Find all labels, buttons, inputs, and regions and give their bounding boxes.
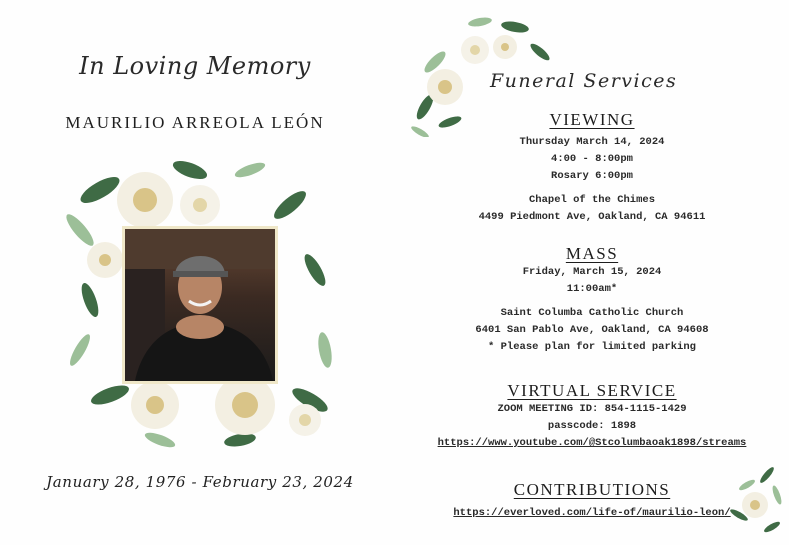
mass-venue: Saint Columba Catholic Church bbox=[500, 307, 684, 319]
virtual-service-heading: VIRTUAL SERVICE bbox=[507, 381, 677, 400]
viewing-date: Thursday March 14, 2024 bbox=[519, 136, 665, 148]
services-title: Funeral Services bbox=[490, 70, 678, 92]
mass-heading: MASS bbox=[565, 244, 619, 263]
mass-time: 11:00am* bbox=[566, 283, 618, 295]
contributions-link[interactable]: https://everloved.com/life-of/maurilio-leon/ bbox=[453, 507, 731, 519]
zoom-meeting-id: ZOOM MEETING ID: 854-1115-1429 bbox=[497, 403, 687, 415]
viewing-venue: Chapel of the Chimes bbox=[528, 194, 656, 206]
mass-address: 6401 San Pablo Ave, Oakland, CA 94608 bbox=[475, 324, 709, 336]
deceased-name: MAURILIO ARREOLA LEÓN bbox=[65, 113, 325, 132]
portrait-frame bbox=[122, 226, 278, 384]
floral-corner-small-decoration bbox=[727, 465, 785, 537]
life-dates: January 28, 1976 - February 23, 2024 bbox=[46, 473, 354, 491]
youtube-stream-link[interactable]: https://www.youtube.com/@Stcolumbaoak1898/streams bbox=[437, 437, 747, 449]
viewing-heading: VIEWING bbox=[549, 110, 635, 129]
viewing-address: 4499 Piedmont Ave, Oakland, CA 94611 bbox=[478, 211, 706, 223]
rosary-time: Rosary 6:00pm bbox=[551, 170, 633, 182]
portrait-photo bbox=[125, 229, 275, 381]
zoom-passcode: passcode: 1898 bbox=[547, 420, 637, 432]
viewing-time: 4:00 - 8:00pm bbox=[551, 153, 633, 165]
memorial-heading: In Loving Memory bbox=[79, 52, 311, 80]
mass-date: Friday, March 15, 2024 bbox=[522, 266, 662, 278]
contributions-heading: CONTRIBUTIONS bbox=[513, 480, 671, 499]
right-panel bbox=[395, 0, 789, 545]
parking-note: * Please plan for limited parking bbox=[488, 341, 696, 353]
